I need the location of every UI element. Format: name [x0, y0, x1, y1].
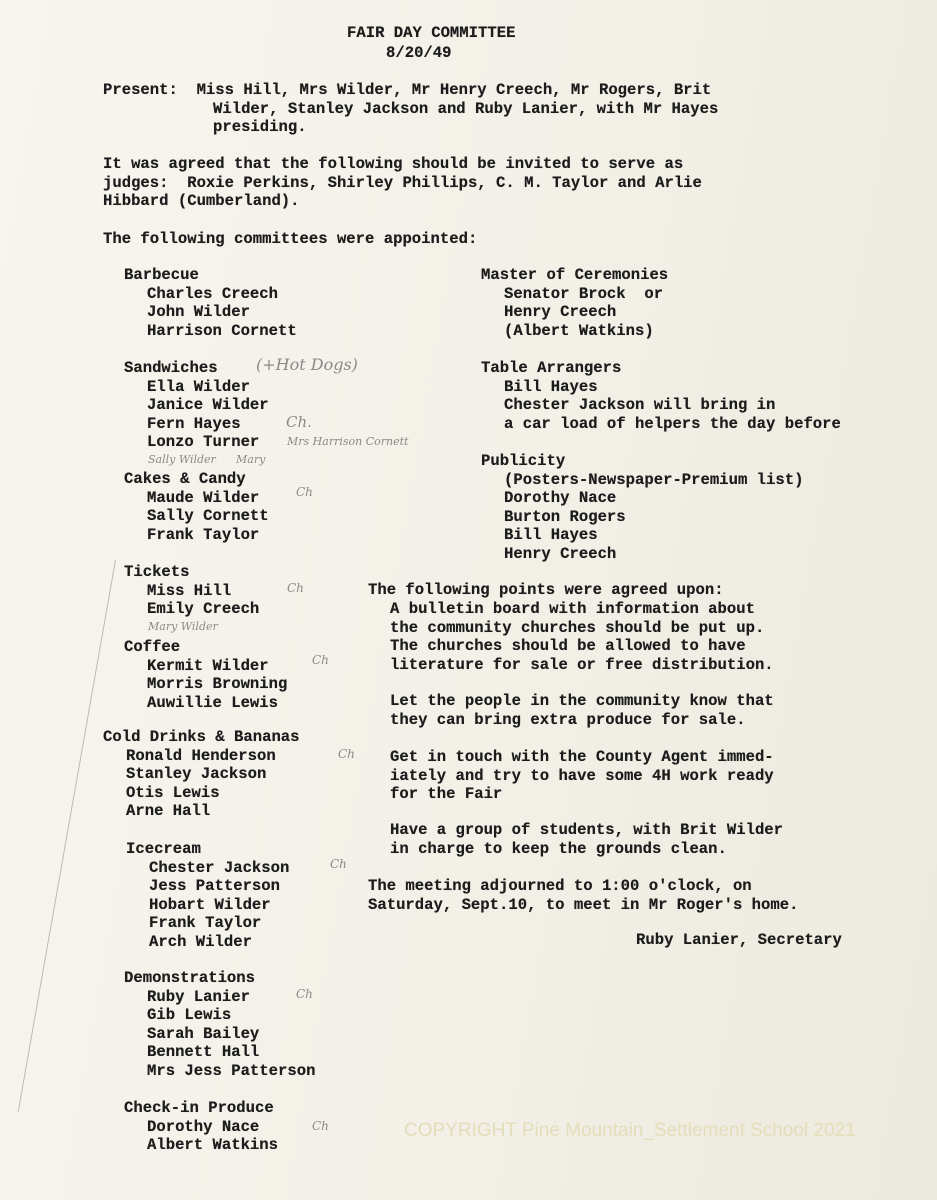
committee-member: Frank Taylor	[147, 525, 260, 544]
present-line: presiding.	[213, 118, 307, 137]
committee-name: Sandwiches	[124, 359, 218, 377]
committee-member: Jess Patterson	[149, 877, 281, 896]
point-line: iately and try to have some 4H work ready	[390, 766, 774, 785]
paper-crease	[18, 560, 116, 1112]
judges-paragraph	[103, 155, 702, 211]
committee-member: Albert Watkins	[147, 1136, 279, 1155]
committee-member: Miss Hill	[147, 581, 232, 600]
committee-member: Gib Lewis	[147, 1006, 232, 1025]
committee-block	[481, 452, 803, 564]
present-line: Present: Miss Hill, Mrs Wilder, Mr Henry Creech, Mr Rogers, Brit	[103, 81, 712, 99]
point-line: Let the people in the community know that	[390, 692, 774, 710]
committee-member: Morris Browning	[147, 675, 288, 694]
point-line: the community churches should be put up.	[390, 618, 765, 637]
committee-name: Icecream	[126, 840, 201, 858]
agreed-point	[390, 821, 783, 858]
closing-line: Saturday, Sept.10, to meet in Mr Roger's home.	[368, 895, 799, 914]
point-line: Get in touch with the County Agent immed-	[390, 748, 774, 766]
committee-member: Otis Lewis	[126, 783, 220, 802]
committee-member: Chester Jackson will bring in	[504, 396, 776, 415]
committee-member: Senator Brock or	[504, 284, 664, 303]
closing-paragraph	[368, 877, 798, 914]
committee-member: Sally Cornett	[147, 507, 269, 526]
committee-block	[103, 728, 300, 821]
committee-member: Bill Hayes	[504, 377, 598, 396]
committee-member: Auwillie Lewis	[147, 693, 279, 712]
committee-member: a car load of helpers the day before	[504, 414, 841, 433]
committee-member: (Posters-Newspaper-Premium list)	[504, 470, 804, 489]
committee-member: Ronald Henderson	[126, 746, 276, 765]
judges-line: Hibbard (Cumberland).	[103, 192, 300, 211]
committee-name: Tickets	[124, 563, 190, 581]
closing-line: The meeting adjourned to 1:00 o'clock, on	[368, 877, 752, 895]
agreed-point	[390, 692, 774, 729]
committee-member: Kermit Wilder	[147, 656, 269, 675]
handwritten-note: (+Hot Dogs)	[256, 355, 358, 374]
handwritten-note: Mrs Harrison Cornett	[287, 435, 409, 448]
point-line: literature for sale or free distribution.	[390, 655, 774, 674]
present-paragraph	[103, 81, 718, 137]
committee-member: Chester Jackson	[149, 858, 290, 877]
committee-member: Maude Wilder	[147, 488, 260, 507]
committee-member: Arch Wilder	[149, 932, 252, 951]
committee-member: Ella Wilder	[147, 377, 250, 396]
judges-line: It was agreed that the following should be invited to serve as	[103, 155, 684, 173]
committees-intro: The following committees were appointed:	[103, 230, 478, 248]
committee-name: Master of Ceremonies	[481, 266, 669, 284]
committee-block	[124, 266, 297, 340]
committee-block	[124, 969, 315, 1081]
committee-member: Henry Creech	[504, 303, 617, 322]
committee-block	[124, 359, 269, 452]
committee-member: Sarah Bailey	[147, 1024, 260, 1043]
committee-name: Check-in Produce	[124, 1099, 274, 1117]
committee-member: Lonzo Turner	[147, 433, 260, 452]
committee-block	[481, 266, 668, 340]
document-title: FAIR DAY COMMITTEE	[347, 24, 516, 42]
copyright-watermark: COPYRIGHT Pine Mountain_Settlement School 2021	[404, 1120, 856, 1141]
committee-member: Frank Taylor	[149, 914, 262, 933]
committee-member: Bill Hayes	[504, 526, 598, 545]
committee-name: Cold Drinks & Bananas	[103, 728, 300, 746]
committee-name: Barbecue	[124, 266, 199, 284]
committee-block	[481, 359, 841, 433]
committee-member: Emily Creech	[147, 600, 260, 619]
committee-name: Cakes & Candy	[124, 470, 246, 488]
committee-member: Dorothy Nace	[147, 1117, 260, 1136]
point-line: in charge to keep the grounds clean.	[390, 839, 727, 858]
handwritten-note: Ch	[312, 653, 329, 667]
committee-block	[126, 840, 289, 952]
handwritten-note: Ch	[296, 485, 313, 499]
point-line: A bulletin board with information about	[390, 600, 755, 618]
agreed-point	[390, 600, 774, 674]
committee-member: Hobart Wilder	[149, 895, 271, 914]
point-line: The churches should be allowed to have	[390, 637, 746, 656]
committee-member: Fern Hayes	[147, 414, 241, 433]
handwritten-note: Ch	[330, 857, 347, 871]
point-line: for the Fair	[390, 785, 503, 804]
committee-member: (Albert Watkins)	[504, 321, 654, 340]
committee-name: Table Arrangers	[481, 359, 622, 377]
committee-name: Coffee	[124, 638, 181, 656]
committee-member: Burton Rogers	[504, 507, 626, 526]
point-line: they can bring extra produce for sale.	[390, 710, 746, 729]
committee-member: Charles Creech	[147, 284, 279, 303]
committee-member: Bennett Hall	[147, 1043, 260, 1062]
handwritten-note: Mary Wilder	[148, 620, 218, 633]
agreed-point	[390, 748, 774, 804]
handwritten-note: Ch	[338, 747, 355, 761]
committee-member: Mrs Jess Patterson	[147, 1061, 316, 1080]
committee-block	[124, 638, 287, 712]
committee-block	[124, 563, 259, 619]
committee-member: Harrison Cornett	[147, 321, 297, 340]
committee-name: Demonstrations	[124, 969, 256, 987]
handwritten-note: Ch	[312, 1119, 329, 1133]
committee-member: Henry Creech	[504, 544, 617, 563]
secretary-signature: Ruby Lanier, Secretary	[636, 931, 842, 949]
handwritten-note: Ch	[287, 581, 304, 595]
committee-block	[124, 1099, 278, 1155]
points-intro: The following points were agreed upon:	[368, 581, 724, 599]
committee-member: Dorothy Nace	[504, 489, 617, 508]
point-line: Have a group of students, with Brit Wilder	[390, 821, 784, 839]
present-line: Wilder, Stanley Jackson and Ruby Lanier, with Mr Hayes	[213, 99, 719, 118]
handwritten-note: Sally Wilder	[148, 453, 216, 466]
handwritten-note: Mary	[236, 453, 266, 466]
handwritten-note: Ch.	[286, 413, 312, 431]
judges-line: judges: Roxie Perkins, Shirley Phillips, C. M. Taylor and Arlie	[103, 173, 702, 192]
handwritten-note: Ch	[296, 987, 313, 1001]
committee-member: John Wilder	[147, 303, 250, 322]
committee-block	[124, 470, 269, 544]
committee-member: Ruby Lanier	[147, 987, 250, 1006]
document-date: 8/20/49	[386, 44, 452, 62]
committee-member: Stanley Jackson	[126, 765, 267, 784]
committee-member: Arne Hall	[126, 802, 211, 821]
committee-member: Janice Wilder	[147, 396, 269, 415]
committee-name: Publicity	[481, 452, 566, 470]
